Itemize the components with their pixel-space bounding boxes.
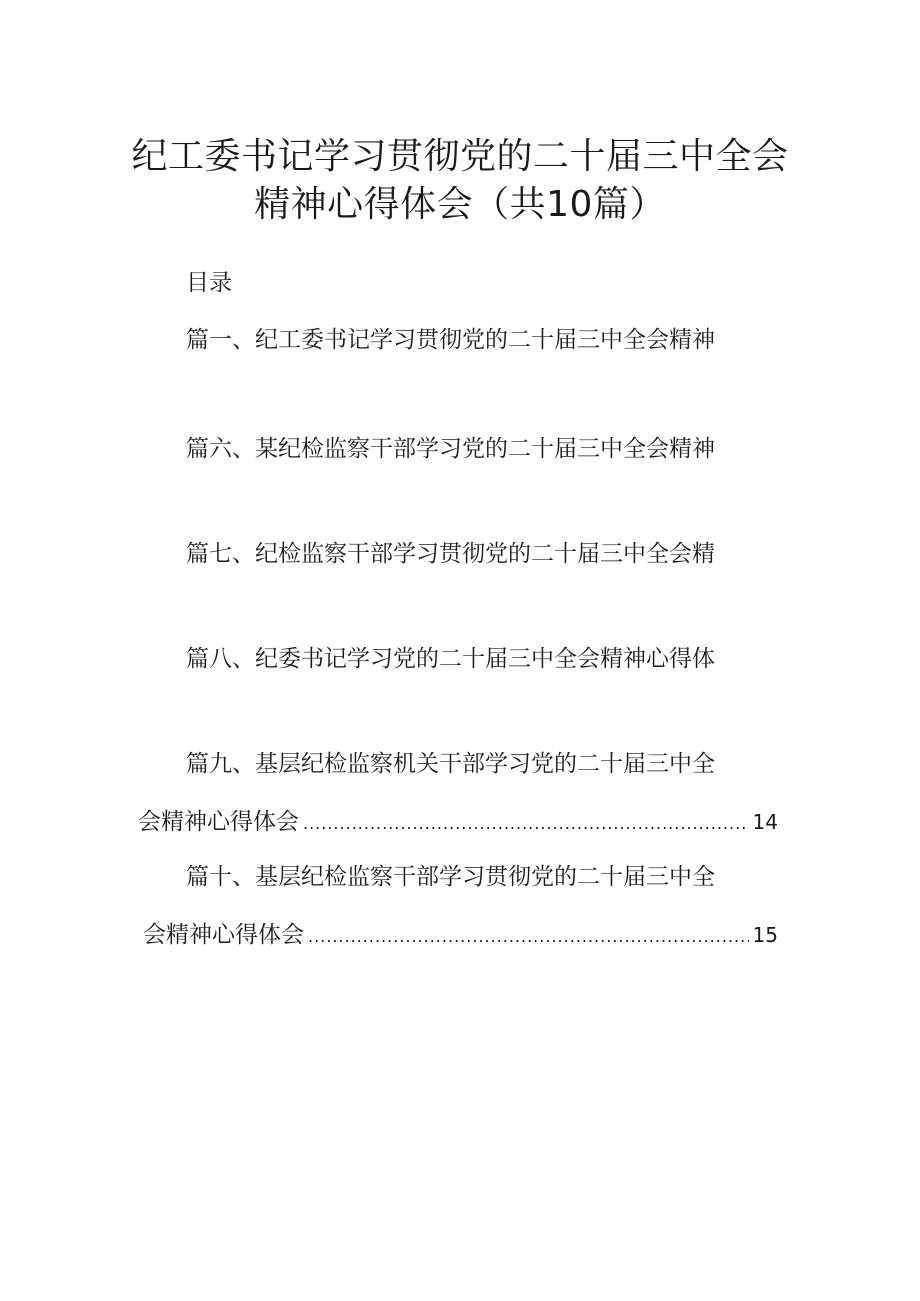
toc-entry-text: 会精神心得体会 <box>143 922 304 948</box>
toc-entry[interactable]: 篇七、纪检监察干部学习贯彻党的二十届三中全会精 <box>186 541 715 567</box>
toc-entry-continuation[interactable] <box>138 807 778 839</box>
toc-page-number: 15 <box>752 923 778 947</box>
toc-entry[interactable]: 篇八、纪委书记学习党的二十届三中全会精神心得体 <box>186 646 715 672</box>
toc-entry[interactable]: 篇十、基层纪检监察干部学习贯彻党的二十届三中全 <box>186 864 715 890</box>
toc-entry-text: 会精神心得体会 <box>138 809 299 835</box>
dot-leader <box>308 922 749 952</box>
toc-heading: 目录 <box>186 270 232 296</box>
dot-leader <box>303 809 749 839</box>
document-title-line-2: 精神心得体会（共10篇） <box>254 184 666 225</box>
toc-entry[interactable]: 篇九、基层纪检监察机关干部学习党的二十届三中全 <box>186 751 715 777</box>
toc-page-number: 14 <box>752 810 778 834</box>
toc-entry-continuation[interactable] <box>143 920 778 952</box>
toc-entry[interactable]: 篇六、某纪检监察干部学习党的二十届三中全会精神 <box>186 436 715 462</box>
toc-entry[interactable]: 篇一、纪工委书记学习贯彻党的二十届三中全会精神 <box>186 327 715 353</box>
document-title-line-1: 纪工委书记学习贯彻党的二十届三中全会 <box>131 136 789 177</box>
